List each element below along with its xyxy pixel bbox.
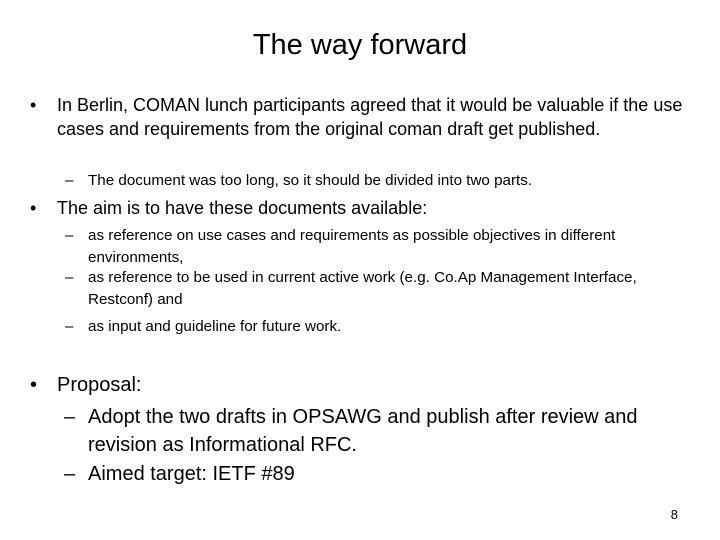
sub-bullet-text: Adopt the two drafts in OPSAWG and publish after review and revision as Informational RFC. [88,406,638,456]
bullet-text: The aim is to have these documents available: [57,198,428,218]
sub-bullet-text: Aimed target: IETF #89 [88,463,295,485]
sub-bullet-item [65,225,678,269]
bullet-item [30,371,697,399]
bullet-marker: • [30,374,38,396]
bullet-marker: • [30,95,37,115]
sub-bullet-text: The document was too long, so it should be divided into two parts. [88,172,533,189]
sub-bullet-text: as reference to be used in current active work (e.g. Co.Ap Management Interface, Restconf) and [88,269,637,308]
dash-marker: – [64,406,76,428]
sub-bullet-item [64,403,678,459]
sub-bullet-item [65,267,678,311]
dash-marker: – [65,227,74,244]
bullet-item [30,93,697,141]
sub-bullet-text: as input and guideline for future work. [88,318,342,335]
dash-marker: – [64,463,76,485]
sub-bullet-item [64,460,678,488]
dash-marker: – [65,172,74,189]
dash-marker: – [65,269,74,286]
bullet-text: Proposal: [57,374,142,396]
bullet-item [30,196,697,220]
sub-bullet-item [65,316,678,338]
dash-marker: – [65,318,74,335]
bullet-text: In Berlin, COMAN lunch participants agreed that it would be valuable if the use cases and requirements from the original coman draft get published. [57,95,683,139]
bullet-marker: • [30,198,37,218]
page-number: 8 [670,507,678,522]
sub-bullet-text: as reference on use cases and requirements as possible objectives in different environments, [88,227,616,266]
sub-bullet-item [65,170,678,192]
slide-title: The way forward [252,29,468,61]
